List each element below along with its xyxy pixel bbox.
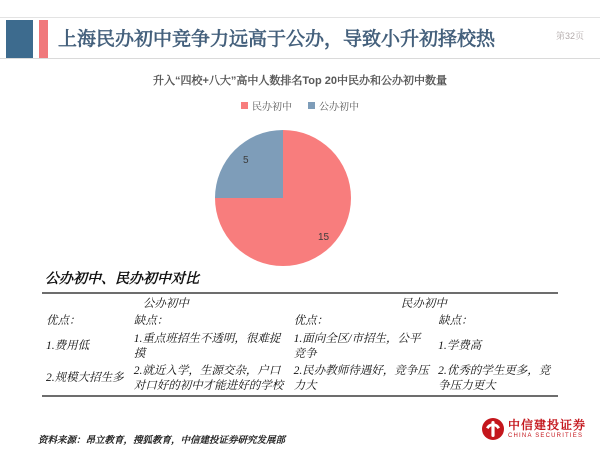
logo-text <box>508 419 586 439</box>
cell-private-pro-2: 2.民办教师待遇好，竞争压力大 <box>293 364 429 392</box>
subheader-public-cons: 缺点： <box>133 314 169 327</box>
cell-public-pro-1: 1.费用低 <box>46 340 90 353</box>
chart-title: 升入“四校+八大”高中人数排名Top 20中民办和公办初中数量 <box>152 75 448 87</box>
legend-item-public <box>308 98 359 113</box>
subheader-private-cons: 缺点： <box>438 314 473 327</box>
comparison-table <box>42 292 558 397</box>
cell-private-con-1: 1.学费高 <box>438 340 482 353</box>
table-subheader-row <box>42 313 558 331</box>
legend-item-private <box>241 98 292 113</box>
legend-swatch-public <box>308 102 315 109</box>
chart-legend <box>0 98 600 113</box>
title-accent-bar-blue <box>6 20 33 58</box>
page-number: 第32页 <box>555 31 584 41</box>
csc-logo-icon <box>482 418 504 440</box>
cell-public-pro-2: 2.规模大招生多 <box>46 372 124 385</box>
pie-chart <box>215 130 351 266</box>
title-divider <box>0 58 600 59</box>
logo-name-cn: 中信建投证券 <box>507 418 586 432</box>
company-logo <box>482 418 586 440</box>
group-header-public: 公办初中 <box>142 298 189 310</box>
legend-swatch-private <box>241 102 248 109</box>
cell-private-pro-1: 1.面向全区/市招生，公平竞争 <box>293 332 421 360</box>
cell-private-con-2: 2.优秀的学生更多，竞争压力更大 <box>438 364 551 392</box>
group-header-private: 民办初中 <box>400 298 447 310</box>
cell-public-con-2: 2.就近入学，生源交杂，户口对口好的初中才能进好的学校 <box>133 364 284 392</box>
title-accent-bar-red <box>39 20 48 58</box>
table-row <box>42 331 558 363</box>
cell-public-con-1: 1.重点班招生不透明，很难捉摸 <box>133 332 281 360</box>
pie-value-public: 5 <box>243 155 249 166</box>
legend-label-private: 民办初中 <box>252 102 292 113</box>
subheader-private-pros: 优点： <box>293 314 329 327</box>
top-divider <box>0 17 600 18</box>
pie-value-private: 15 <box>318 232 330 243</box>
page-title: 上海民办初中竞争力远高于公办，导致小升初择校热 <box>58 29 496 50</box>
table-row <box>42 363 558 396</box>
subheader-public-pros: 优点： <box>46 314 81 327</box>
source-note: 资料来源：昂立教育，搜狐教育，中信建投证券研究发展部 <box>38 436 286 446</box>
comparison-heading: 公办初中、民办初中对比 <box>45 272 199 287</box>
legend-label-public: 公办初中 <box>319 102 359 113</box>
logo-name-en: CHINA SECURITIES <box>507 433 584 439</box>
table-group-header-row <box>42 293 558 313</box>
